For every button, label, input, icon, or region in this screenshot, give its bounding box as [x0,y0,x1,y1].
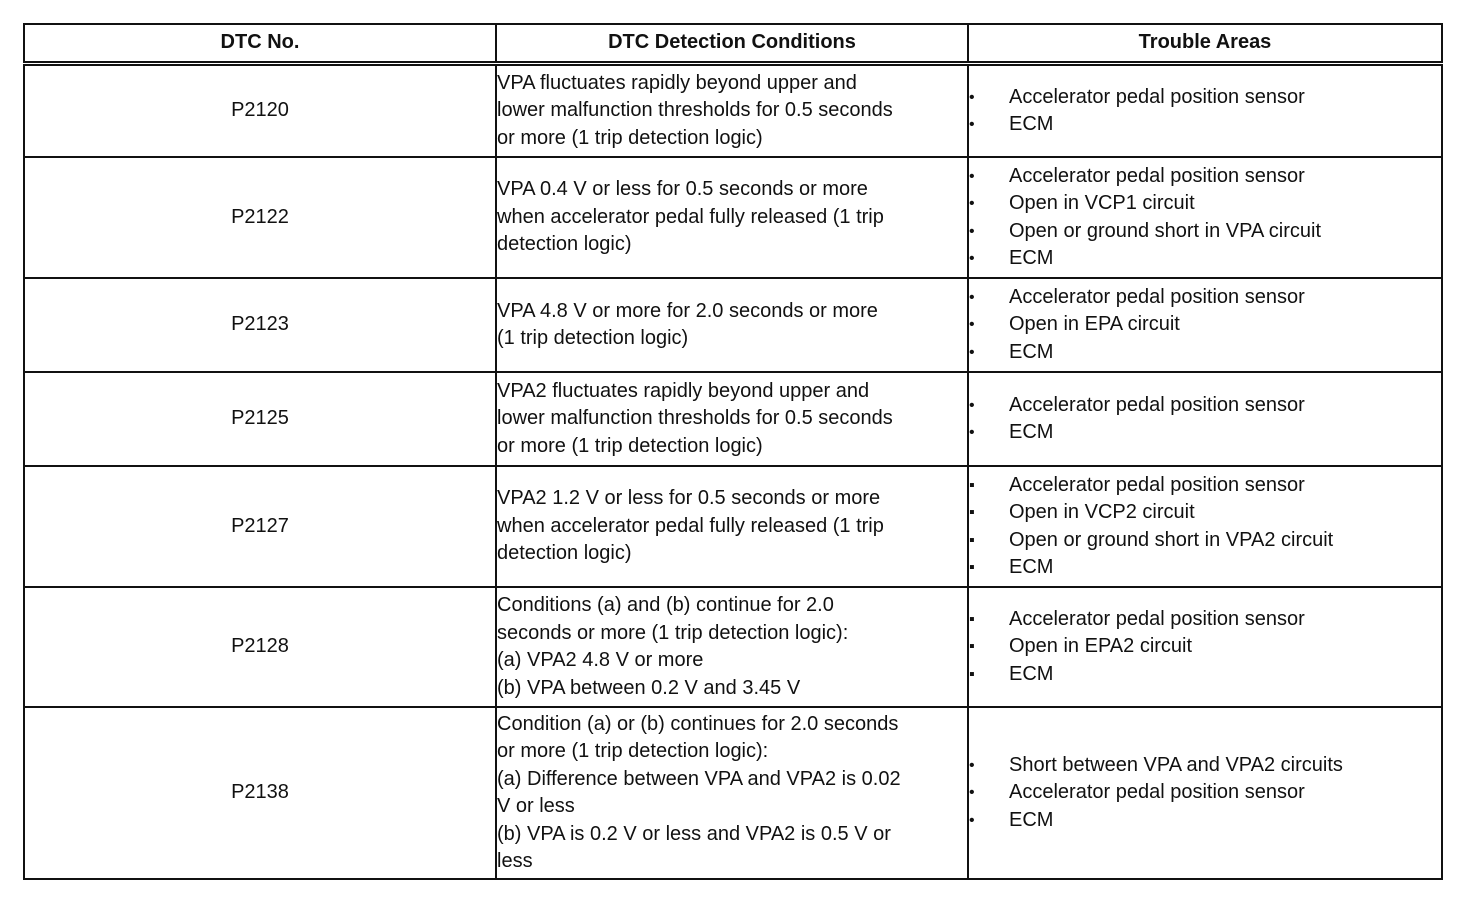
bullet-icon: ▪ [969,610,975,628]
table-row [24,466,1442,587]
condition-text-line: when accelerator pedal fully released (1 trip [497,514,884,537]
trouble-area-item [969,190,1441,218]
bullet-icon: ▪ [969,504,975,521]
trouble-areas-cell [968,157,1442,278]
trouble-area-item [969,419,1441,447]
table-body [24,64,1442,880]
table-row [24,64,1442,158]
trouble-area-item [969,606,1441,634]
trouble-area-item [969,527,1441,555]
bullet-icon: • [969,288,975,306]
bullet-icon: ▪ [969,476,975,494]
trouble-area-text: Open in VCP1 circuit [1009,192,1195,214]
trouble-areas-cell [968,466,1442,587]
trouble-area-text: ECM [1009,247,1054,269]
trouble-area-item [969,84,1441,112]
bullet-icon: • [969,396,975,414]
trouble-area-text: Accelerator pedal position sensor [1009,85,1305,108]
condition-text-line: or more (1 trip detection logic) [497,434,763,457]
trouble-area-text: Open in EPA circuit [1009,313,1180,336]
condition-text-line: detection logic) [497,233,632,256]
condition-text-line: VPA2 1.2 V or less for 0.5 seconds or more [497,487,881,510]
trouble-area-item [969,661,1441,689]
dtc-code-cell: P2127 [24,466,496,587]
header-trouble-areas: Trouble Areas [968,24,1442,64]
trouble-area-item [969,284,1441,312]
table-row [24,587,1442,707]
condition-text-line: VPA 4.8 V or more for 2.0 seconds or more [497,299,878,322]
bullet-icon: ▪ [969,665,975,683]
condition-text-line: or more (1 trip detection logic): [497,740,769,762]
trouble-area-item [969,111,1441,139]
table-row [24,157,1442,278]
trouble-area-text: ECM [1009,421,1054,443]
dtc-code-cell: P2122 [24,157,496,278]
trouble-areas-cell [968,587,1442,707]
bullet-icon: • [969,195,975,212]
condition-text-line: detection logic) [497,542,632,565]
condition-text-line: (a) VPA2 4.8 V or more [497,649,704,671]
bullet-icon: • [969,167,975,185]
header-detection-conditions: DTC Detection Conditions [496,24,968,64]
dtc-code-cell: P2123 [24,278,496,372]
bullet-icon: • [969,116,975,133]
trouble-area-item [969,472,1441,500]
condition-text-line: VPA2 fluctuates rapidly beyond upper and [497,379,870,402]
dtc-table [23,23,1443,880]
trouble-area-text: ECM [1009,556,1054,578]
trouble-area-item [969,554,1441,582]
bullet-icon: ▪ [969,559,975,576]
condition-text-line: Conditions (a) and (b) continue for 2.0 [497,594,834,616]
condition-text-line: V or less [497,795,575,817]
detection-conditions-cell [496,707,968,879]
trouble-area-text: ECM [1009,340,1054,363]
trouble-areas-list [969,392,1441,447]
trouble-areas-list [969,606,1441,689]
trouble-area-item [969,499,1441,527]
condition-text-line: seconds or more (1 trip detection logic): [497,621,849,644]
table-row [24,372,1442,466]
header-row [24,24,1442,64]
trouble-area-text: ECM [1009,113,1054,135]
condition-text-line: (1 trip detection logic) [497,327,689,349]
detection-conditions-cell [496,157,968,278]
trouble-area-item [969,163,1441,191]
bullet-icon: • [969,784,975,802]
condition-text-line: when accelerator pedal fully released (1 trip [497,205,884,228]
trouble-area-text: Accelerator pedal position sensor [1009,781,1305,804]
table-header [24,24,1442,64]
trouble-area-text: Accelerator pedal position sensor [1009,607,1305,630]
trouble-area-item [969,339,1441,367]
trouble-area-item [969,245,1441,273]
bullet-icon: • [969,424,975,441]
trouble-area-text: ECM [1009,662,1054,685]
detection-conditions-cell [496,278,968,372]
trouble-area-item [969,218,1441,246]
trouble-areas-cell [968,707,1442,879]
bullet-icon: • [969,811,975,829]
trouble-area-item [969,752,1441,780]
trouble-area-text: Open in EPA2 circuit [1009,635,1193,658]
condition-text-line: VPA fluctuates rapidly beyond upper and [497,71,857,94]
condition-text-line: less [497,850,533,872]
table-row [24,278,1442,372]
bullet-icon: • [969,343,975,361]
dtc-code-cell: P2120 [24,64,496,158]
trouble-area-item [969,779,1441,807]
trouble-area-text: Accelerator pedal position sensor [1009,164,1305,187]
trouble-area-text: Accelerator pedal position sensor [1009,285,1305,308]
bullet-icon: • [969,222,975,240]
header-dtc-no: DTC No. [24,24,496,64]
dtc-code-cell: P2128 [24,587,496,707]
trouble-area-item [969,392,1441,420]
trouble-areas-list [969,752,1441,835]
bullet-icon: • [969,88,975,106]
bullet-icon: ▪ [969,531,975,549]
trouble-areas-cell [968,278,1442,372]
condition-text-line: (b) VPA between 0.2 V and 3.45 V [497,676,801,699]
trouble-area-item [969,633,1441,661]
trouble-area-text: Open in VCP2 circuit [1009,501,1195,523]
detection-conditions-cell [496,466,968,587]
trouble-area-text: Open or ground short in VPA2 circuit [1009,528,1334,551]
trouble-areas-list [969,163,1441,273]
trouble-area-text: Accelerator pedal position sensor [1009,473,1305,496]
table-row [24,707,1442,879]
condition-text-line: VPA 0.4 V or less for 0.5 seconds or more [497,178,868,201]
bullet-icon: • [969,250,975,267]
trouble-areas-list [969,84,1441,139]
trouble-area-text: Short between VPA and VPA2 circuits [1009,753,1343,776]
dtc-code-cell: P2125 [24,372,496,466]
trouble-area-text: Open or ground short in VPA circuit [1009,219,1322,242]
trouble-areas-cell [968,64,1442,158]
trouble-areas-list [969,472,1441,582]
trouble-areas-cell [968,372,1442,466]
trouble-area-text: ECM [1009,808,1054,831]
detection-conditions-cell [496,64,968,158]
dtc-code-cell: P2138 [24,707,496,879]
bullet-icon: • [969,316,975,334]
condition-text-line: Condition (a) or (b) continues for 2.0 seconds [497,712,899,735]
condition-text-line: or more (1 trip detection logic) [497,126,763,149]
trouble-areas-list [969,284,1441,367]
detection-conditions-cell [496,372,968,466]
trouble-area-text: Accelerator pedal position sensor [1009,393,1305,416]
bullet-icon: • [969,756,975,774]
condition-text-line: lower malfunction thresholds for 0.5 seconds [497,99,893,122]
detection-conditions-cell [496,587,968,707]
trouble-area-item [969,311,1441,339]
condition-text-line: lower malfunction thresholds for 0.5 seconds [497,407,893,430]
trouble-area-item [969,807,1441,835]
condition-text-line: (b) VPA is 0.2 V or less and VPA2 is 0.5 V or [497,822,891,845]
condition-text-line: (a) Difference between VPA and VPA2 is 0.02 [497,767,901,790]
bullet-icon: ▪ [969,638,975,656]
